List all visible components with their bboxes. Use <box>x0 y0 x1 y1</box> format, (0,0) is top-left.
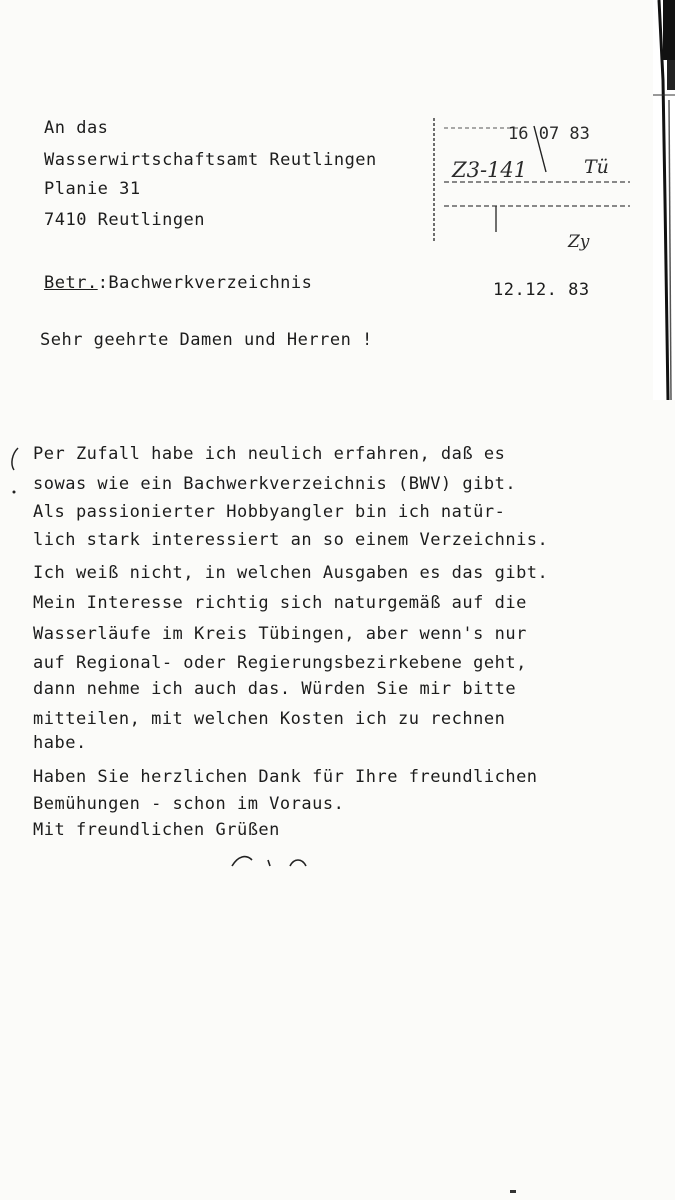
body-line: Mit freundlichen Grüßen <box>33 820 280 840</box>
body-line: sowas wie ein Bachwerkverzeichnis (BWV) gibt. <box>33 474 517 494</box>
body-line: Ich weiß nicht, in welchen Ausgaben es das gibt. <box>33 563 549 583</box>
signature <box>228 848 318 872</box>
body-line: habe. <box>33 733 87 753</box>
body-line: Bemühungen - schon im Voraus. <box>33 794 345 814</box>
letter-date: 12.12. 83 <box>493 280 590 300</box>
body-line: Haben Sie herzlichen Dank für Ihre freundlichen <box>33 767 538 787</box>
stamp-reference: Z3-141 <box>452 158 528 182</box>
address-line-1: An das <box>44 118 109 138</box>
address-line-2: Wasserwirtschaftsamt Reutlingen <box>44 150 377 170</box>
body-line: Per Zufall habe ich neulich erfahren, daß es <box>33 444 506 464</box>
address-line-4: 7410 Reutlingen <box>44 210 206 230</box>
margin-mark <box>6 444 22 500</box>
stamp-date: 16 07 83 <box>508 124 590 144</box>
body-line: Als passionierter Hobbyangler bin ich natür- <box>33 502 506 522</box>
body-line: auf Regional- oder Regierungsbezirkebene geht, <box>33 653 527 673</box>
stamp-code: Tü <box>584 156 609 178</box>
body-line: Wasserläufe im Kreis Tübingen, aber wenn's nur <box>33 624 527 644</box>
body-line: Mein Interesse richtig sich naturgemäß auf die <box>33 593 527 613</box>
body-line: dann nehme ich auch das. Würden Sie mir bitte <box>33 679 517 699</box>
body-line: mitteilen, mit welchen Kosten ich zu rechnen <box>33 709 506 729</box>
scan-speck <box>508 1188 520 1196</box>
body-line: lich stark interessiert an so einem Verzeichnis. <box>33 530 549 550</box>
subject-label: Betr. <box>44 273 98 293</box>
subject-line <box>44 273 312 293</box>
salutation: Sehr geehrte Damen und Herren ! <box>40 330 373 350</box>
address-line-3: Planie 31 <box>44 179 141 199</box>
subject-text: :Bachwerkverzeichnis <box>97 273 313 293</box>
stamp-initials: Zy <box>568 232 590 252</box>
